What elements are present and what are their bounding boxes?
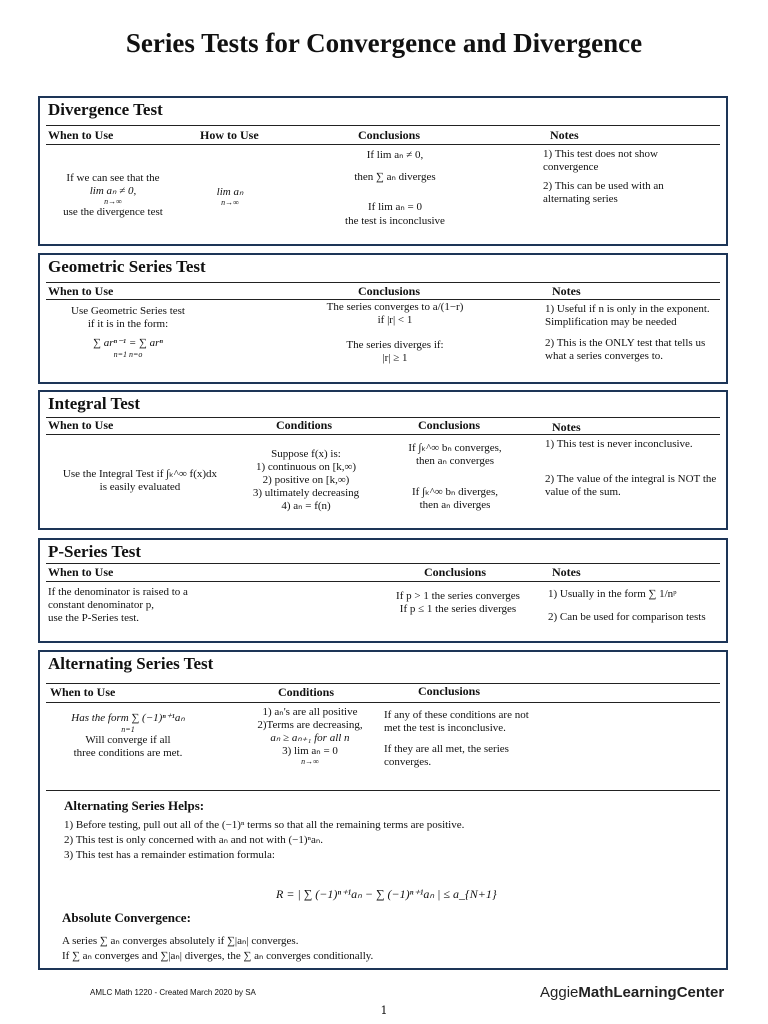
divergence-test-box [38,96,728,246]
alternating-test-box [38,650,728,970]
geometric-notes: 1) Useful if n is only in the exponent. Simplification may be needed 2) This is the ONLY test that tells us what a series converges to. [545,303,710,362]
header-conclusions: Conclusions [424,565,487,579]
integral-notes: 1) This test is never inconclusive. 2) The value of the integral is NOT the value of the sum. [545,438,717,498]
alternating-heading: Alternating Series Test [48,654,214,673]
header-when: When to Use [48,418,114,432]
divergence-conclusions: If lim aₙ ≠ 0, then ∑ aₙ diverges If lim aₙ = 0 the test is inconclusive [345,149,445,227]
header-notes: Notes [552,420,581,434]
geometric-conclusions: The series converges to a/(1−r) if |r| < 1 The series diverges if: |r| ≥ 1 [326,301,464,364]
pseries-heading: P-Series Test [48,542,142,561]
helps-list: 1) Before testing, pull out all of the (−1)ⁿ terms so that all the remaining terms are positive. 2) This test is only concerned with aₙ and not with (−1)ⁿaₙ. 3) This test has a remainder estimation formula: [64,819,465,861]
header-notes: Notes [552,565,581,579]
page-title: Series Tests for Convergence and Divergence [125,28,643,58]
header-when: When to Use [48,284,114,298]
pseries-test-box [38,538,728,643]
integral-conclusions: If ∫ₖ^∞ bₙ converges, then aₙ converges If ∫ₖ^∞ bₙ diverges, then aₙ diverges [408,442,502,511]
header-conditions: Conditions [276,418,333,432]
geometric-when: Use Geometric Series test if it is in the form: ∑ arⁿ⁻¹ = ∑ arⁿ n=1 n=o [71,305,185,359]
absolute-text: A series ∑ aₙ converges absolutely if ∑|aₙ| converges. If ∑ aₙ converges and ∑|aₙ| diverges, the ∑ aₙ converges conditionally. [62,935,374,962]
header-conditions: Conditions [278,685,335,699]
header-conclusions: Conclusions [358,284,421,298]
divergence-when: If we can see that the lim aₙ ≠ 0, n→∞ use the divergence test [63,172,163,218]
header-when: When to Use [50,685,116,699]
integral-when: Use the Integral Test if ∫ₖ^∞ f(x)dx is easily evaluated [62,468,218,493]
divergence-how: lim aₙ n→∞ [216,186,244,207]
header-conclusions: Conclusions [418,418,481,432]
integral-conditions: Suppose f(x) is: 1) continuous on [k,∞) 2) positive on [k,∞) 3) ultimately decreasing 4) aₙ = f(n) [252,448,360,512]
pseries-when: If the denominator is raised to a constant denominator p, use the P-Series test. [48,586,188,624]
divergence-notes: 1) This test does not show convergence 2) This can be used with an alternating series [543,148,664,205]
remainder-formula: R = | ∑ (−1)ⁿ⁺¹aₙ − ∑ (−1)ⁿ⁺¹aₙ | ≤ a_{N+1} [276,887,497,901]
footer-credit: AMLC Math 1220 - Created March 2020 by SA [90,988,256,997]
header-conclusions: Conclusions [418,684,481,698]
alternating-when: Has the form ∑ (−1)ⁿ⁺¹aₙ n=1 Will converge if all three conditions are met. [71,712,185,759]
header-notes: Notes [552,284,581,298]
pseries-notes: 1) Usually in the form ∑ 1/nᵖ 2) Can be used for comparison tests [548,588,706,623]
integral-test-box [38,390,728,530]
divergence-heading: Divergence Test [48,100,163,119]
integral-heading: Integral Test [48,394,141,413]
pseries-conclusions: If p > 1 the series converges If p ≤ 1 the series diverges [396,590,520,615]
page-number: 1 [380,1004,388,1017]
header-when: When to Use [48,565,114,579]
header-conclusions: Conclusions [358,128,421,142]
footer-brand: AggieMathLearningCenter [540,984,725,1001]
alternating-conditions: 1) aₙ's are all positive 2)Terms are decreasing, aₙ ≥ aₙ₊₁ for all n 3) lim aₙ = 0 n→∞ [257,706,363,766]
geometric-heading: Geometric Series Test [48,257,206,276]
header-how: How to Use [200,128,259,142]
absolute-title: Absolute Convergence: [62,910,191,925]
helps-title: Alternating Series Helps: [64,798,205,813]
header-notes: Notes [550,128,579,142]
header-when: When to Use [48,128,114,142]
geometric-test-box [38,253,728,384]
alternating-conclusions: If any of these conditions are not met the test is inconclusive. If they are all met, the series converges. [384,709,529,768]
